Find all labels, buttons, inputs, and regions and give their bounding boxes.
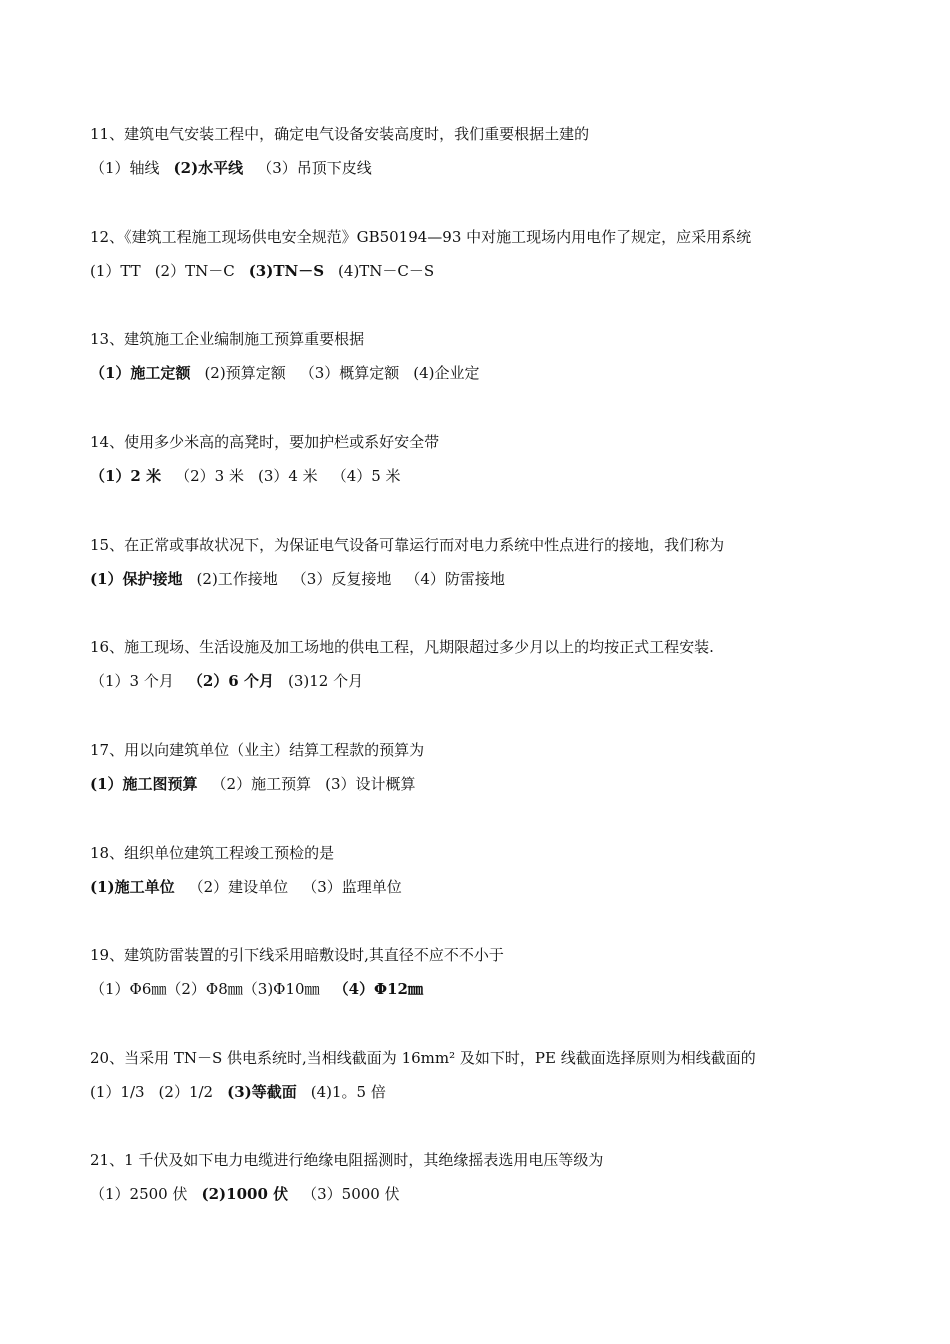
answer-option: （1）轴线 (90, 159, 160, 177)
answer-option-correct: （1）2 米 (90, 467, 162, 485)
answer-option: (2)工作接地 (196, 570, 278, 588)
answer-option: (3)12 个月 (287, 672, 364, 690)
answer-option: （2）建设单位 (188, 878, 289, 896)
answer-options (90, 671, 890, 691)
answer-option: (2）TN－C (154, 262, 235, 280)
answer-option: （3）概算定额 (299, 364, 400, 382)
question-text: 18、组织单位建筑工程竣工预检的是 (90, 844, 335, 862)
answer-options (90, 877, 890, 897)
answer-option: （3）5000 伏 (302, 1185, 400, 1203)
question-text: 15、在正常或事故状况下，为保证电气设备可靠运行而对电力系统中性点进行的接地，我们称为 (90, 536, 725, 554)
answer-option: （3）监理单位 (302, 878, 402, 896)
answer-option: （3）反复接地 (291, 570, 392, 588)
answer-option: (2）1/2 (158, 1083, 214, 1101)
answer-option: （2）施工预算 (211, 775, 312, 793)
answer-option: (4)1。5 倍 (310, 1083, 386, 1101)
answer-options (90, 1082, 890, 1102)
answer-option-correct: (1)施工单位 (90, 878, 175, 896)
question-block (90, 637, 890, 691)
question-block (90, 329, 890, 383)
answer-option-correct: (1）施工图预算 (90, 775, 198, 793)
answer-option-correct: (3)等截面 (227, 1083, 297, 1101)
answer-options (90, 158, 890, 178)
answer-option-correct: (2)水平线 (173, 159, 244, 177)
answer-options (90, 569, 890, 589)
question-block (90, 124, 890, 178)
question-block (90, 1048, 890, 1102)
answer-option-correct: (2)1000 伏 (201, 1185, 289, 1203)
answer-option: (1）TT (90, 262, 141, 280)
answer-option: （4）防雷接地 (405, 570, 505, 588)
answer-options (90, 261, 890, 281)
answer-option-correct: （1）施工定额 (90, 364, 191, 382)
question-block (90, 535, 890, 589)
answer-option-correct: (3)TN－S (248, 262, 325, 280)
answer-option: （1）Φ6㎜（2）Φ8㎜（3)Φ10㎜ (90, 980, 320, 998)
answer-option: (4)企业定 (413, 364, 480, 382)
question-text: 17、用以向建筑单位（业主）结算工程款的预算为 (90, 741, 425, 759)
question-block (90, 432, 890, 486)
answer-options (90, 774, 890, 794)
answer-option-correct: （4）Φ12㎜ (333, 980, 423, 998)
answer-options (90, 363, 890, 383)
answer-option: (4)TN－C－S (338, 262, 435, 280)
question-block (90, 843, 890, 897)
answer-option: (3）4 米 (257, 467, 318, 485)
question-text: 19、建筑防雷装置的引下线采用暗敷设时,其直径不应不不小于 (90, 946, 504, 964)
answer-option: （3）吊顶下皮线 (257, 159, 372, 177)
question-text: 20、当采用 TN－S 供电系统时,当相线截面为 16mm² 及如下时，PE 线截面选择原则为相线截面的 (90, 1049, 756, 1067)
question-block (90, 227, 890, 281)
question-text: 12、《建筑工程施工现场供电安全规范》GB50194—93 中对施工现场内用电作了规定，应采用系统 (90, 228, 752, 246)
answer-option: （4）5 米 (331, 467, 401, 485)
question-text: 16、施工现场、生活设施及加工场地的供电工程，凡期限超过多少月以上的均按正式工程安装. (90, 638, 714, 656)
question-text: 11、建筑电气安装工程中，确定电气设备安装高度时，我们重要根据土建的 (90, 125, 590, 143)
answer-option: (2)预算定额 (204, 364, 286, 382)
question-text: 13、建筑施工企业编制施工预算重要根据 (90, 330, 365, 348)
question-text: 14、使用多少米高的高凳时，要加护栏或系好安全带 (90, 433, 440, 451)
answer-options (90, 979, 890, 999)
answer-option-correct: (1）保护接地 (90, 570, 183, 588)
answer-option-correct: （2）6 个月 (187, 672, 274, 690)
question-block (90, 740, 890, 794)
answer-option: (1）1/3 (90, 1083, 145, 1101)
question-text: 21、1 千伏及如下电力电缆进行绝缘电阻摇测时，其绝缘摇表选用电压等级为 (90, 1151, 604, 1169)
answer-option: (3）设计概算 (325, 775, 416, 793)
answer-options (90, 1184, 890, 1204)
question-block (90, 1150, 890, 1204)
answer-option: （1）3 个月 (90, 672, 174, 690)
answer-option: （1）2500 伏 (90, 1185, 188, 1203)
answer-options (90, 466, 890, 486)
question-block (90, 945, 890, 999)
answer-option: （2）3 米 (175, 467, 244, 485)
